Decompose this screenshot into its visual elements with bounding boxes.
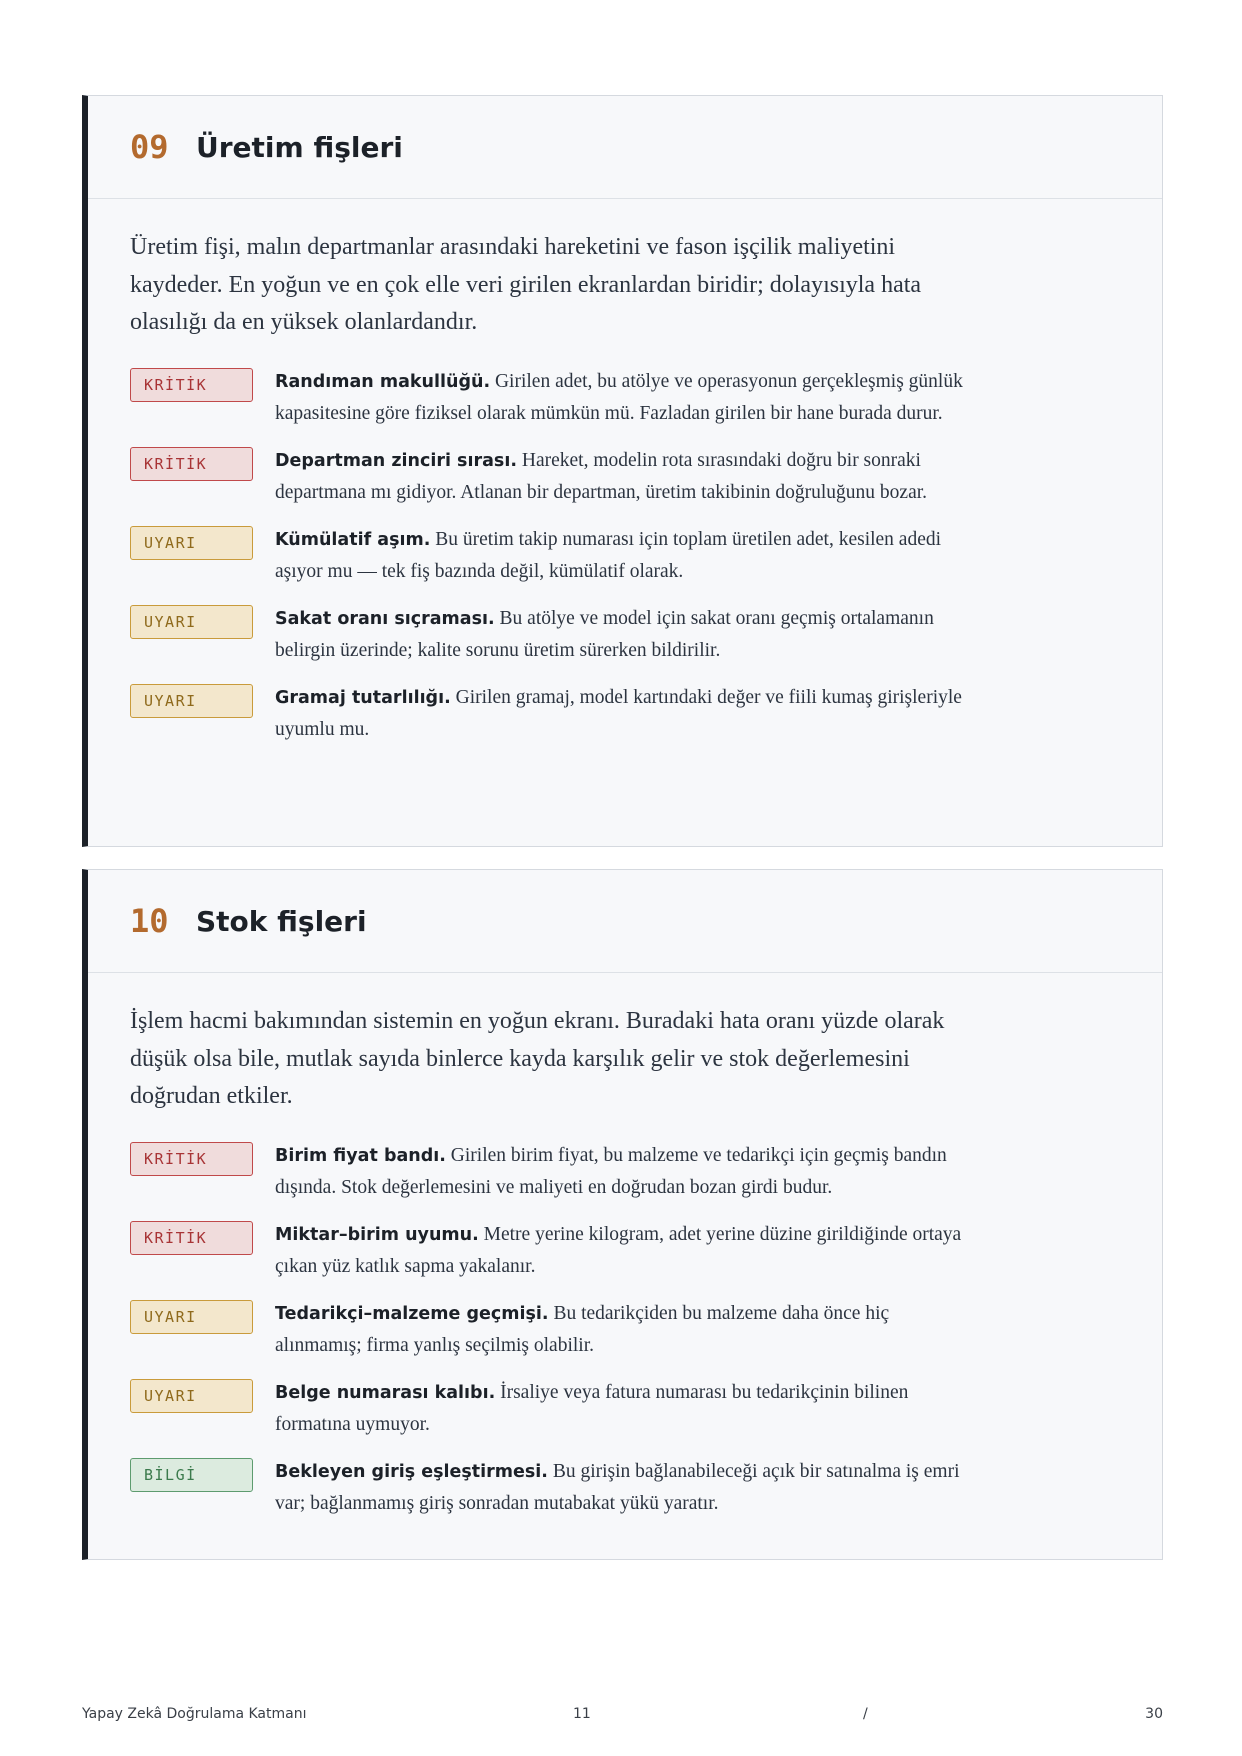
rule-item: [130, 445, 1120, 508]
footer-doc-title: Yapay Zekâ Doğrulama Katmanı: [82, 1706, 307, 1722]
severity-badge: KRİTİK: [130, 1221, 253, 1255]
rule-item: [130, 1140, 1120, 1203]
rule-title: Miktar–birim uyumu.: [275, 1224, 479, 1245]
severity-badge: UYARI: [130, 1300, 253, 1334]
rule-description: Bu atölye ve model için sakat oranı geçmiş ortalamanın belirgin üzerinde; kalite sorunu üretim sürerken bildirilir.: [275, 607, 934, 661]
severity-badge: UYARI: [130, 605, 253, 639]
section-title: Üretim fişleri: [196, 130, 403, 164]
rule-title: Randıman makullüğü.: [275, 371, 491, 392]
rule-title: Departman zinciri sırası.: [275, 450, 517, 471]
page-footer: [82, 1706, 1163, 1730]
rule-description: Bu üretim takip numarası için toplam üretilen adet, kesilen adedi aşıyor mu — tek fiş bazında değil, kümülatif olarak.: [275, 528, 942, 582]
severity-badge: BİLGİ: [130, 1458, 253, 1492]
rule-item: [130, 524, 1120, 587]
section-intro: İşlem hacmi bakımından sistemin en yoğun ekranı. Buradaki hata oranı yüzde olarak düşük olsa bile, mutlak sayıda binlerce kayda karşılık gelir ve stok değerlemesini doğrudan etkiler.: [130, 1008, 945, 1109]
rule-item: [130, 1456, 1120, 1519]
section-uretim-fisleri: [82, 95, 1163, 847]
section-number: 10: [130, 902, 169, 940]
rule-title: Kümülatif aşım.: [275, 529, 431, 550]
rule-description: Metre yerine kilogram, adet yerine düzine girildiğinde ortaya çıkan yüz katlık sapma yakalanır.: [275, 1223, 962, 1277]
severity-badge: UYARI: [130, 1379, 253, 1413]
section-title: Stok fişleri: [196, 904, 367, 938]
severity-badge: KRİTİK: [130, 447, 253, 481]
section-header: [88, 870, 1162, 973]
rule-item: [130, 1219, 1120, 1282]
severity-badge: KRİTİK: [130, 368, 253, 402]
rule-item: [130, 1377, 1120, 1440]
rule-description: Girilen adet, bu atölye ve operasyonun gerçekleşmiş günlük kapasitesine göre fiziksel olarak mümkün mü. Fazladan girilen bir hane burada durur.: [275, 370, 963, 424]
rule-description: İrsaliye veya fatura numarası bu tedarikçinin bilinen formatına uymuyor.: [275, 1381, 909, 1435]
rule-description: Hareket, modelin rota sırasındaki doğru bir sonraki departmana mı gidiyor. Atlanan bir departman, üretim takibinin doğruluğunu bozar.: [275, 449, 928, 503]
rule-title: Belge numarası kalıbı.: [275, 1382, 496, 1403]
severity-badge: UYARI: [130, 684, 253, 718]
rule-description: Bu tedarikçiden bu malzeme daha önce hiç alınmamış; firma yanlış seçilmiş olabilir.: [275, 1302, 890, 1356]
rule-description: Bu girişin bağlanabileceği açık bir satınalma iş emri var; bağlanmamış giriş sonradan mutabakat yükü yaratır.: [275, 1460, 960, 1514]
footer-separator: /: [863, 1706, 868, 1722]
rule-title: Gramaj tutarlılığı.: [275, 687, 451, 708]
footer-page-number: 11: [573, 1706, 591, 1722]
section-header: [88, 96, 1162, 199]
rule-item: [130, 366, 1120, 429]
rule-item: [130, 682, 1120, 745]
rule-title: Birim fiyat bandı.: [275, 1145, 446, 1166]
footer-total-pages: 30: [1145, 1706, 1163, 1722]
severity-badge: KRİTİK: [130, 1142, 253, 1176]
rule-description: Girilen gramaj, model kartındaki değer ve fiili kumaş girişleriyle uyumlu mu.: [275, 686, 962, 740]
rule-description: Girilen birim fiyat, bu malzeme ve tedarikçi için geçmiş bandın dışında. Stok değerlemesini ve maliyeti en doğrudan bozan girdi budur.: [275, 1144, 947, 1198]
rule-item: [130, 1298, 1120, 1361]
section-stok-fisleri: [82, 869, 1163, 1560]
section-intro: Üretim fişi, malın departmanlar arasındaki hareketini ve fason işçilik maliyetini kaydeder. En yoğun ve en çok elle veri girilen ekranlardan biridir; dolayısıyla hata olasılığı da en yüksek olanlardandır.: [130, 234, 922, 335]
rule-title: Bekleyen giriş eşleştirmesi.: [275, 1461, 548, 1482]
section-number: 09: [130, 128, 169, 166]
rule-title: Tedarikçi–malzeme geçmişi.: [275, 1303, 549, 1324]
rule-title: Sakat oranı sıçraması.: [275, 608, 495, 629]
severity-badge: UYARI: [130, 526, 253, 560]
rule-item: [130, 603, 1120, 666]
